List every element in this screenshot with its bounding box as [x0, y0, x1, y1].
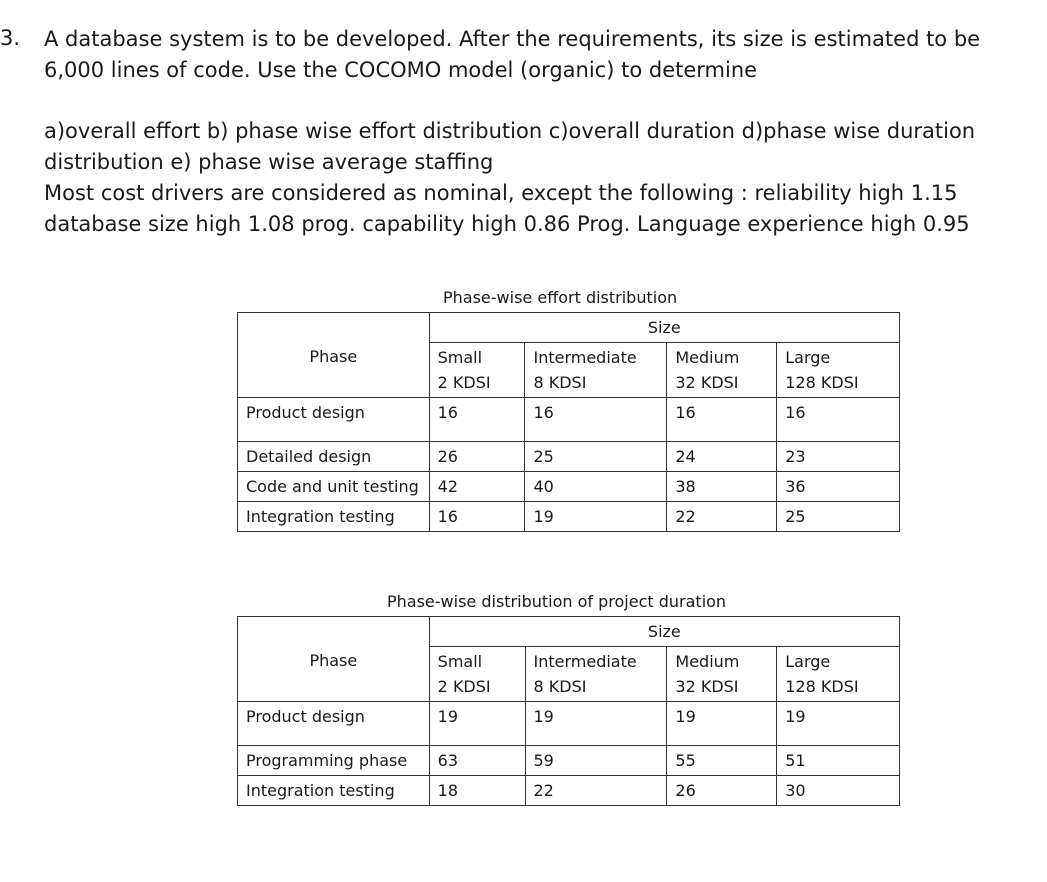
effort-table-caption: Phase-wise effort distribution	[443, 288, 678, 307]
column-header: Medium 32 KDSI	[667, 343, 777, 398]
column-header: Small 2 KDSI	[429, 647, 525, 702]
size-header-row	[238, 617, 900, 647]
column-header: Intermediate 8 KDSI	[525, 647, 667, 702]
cell: 30	[777, 776, 900, 806]
table-row	[238, 776, 900, 806]
cost-drivers: Most cost drivers are considered as nominal, except the following : reliability high 1.15 database size high 1.08 prog. capability high 0.86 Prog. Language experience high 0.95	[44, 181, 970, 236]
cell: 19	[429, 702, 525, 746]
size-header: Size	[429, 313, 899, 343]
cell: 22	[525, 776, 667, 806]
column-header: Medium 32 KDSI	[667, 647, 777, 702]
row-phase: Code and unit testing	[238, 472, 430, 502]
column-header: Small 2 KDSI	[429, 343, 525, 398]
cell: 25	[525, 442, 667, 472]
cell: 16	[429, 398, 525, 442]
row-phase: Product design	[238, 702, 430, 746]
cell: 25	[777, 502, 900, 532]
table-row	[238, 398, 900, 442]
cell: 63	[429, 746, 525, 776]
column-header: Intermediate 8 KDSI	[525, 343, 667, 398]
row-phase: Product design	[238, 398, 430, 442]
phase-header-top	[238, 617, 430, 647]
cell: 19	[667, 702, 777, 746]
column-header: Large 128 KDSI	[777, 343, 900, 398]
column-header-row	[238, 343, 900, 398]
cell: 19	[525, 502, 667, 532]
table-row	[238, 472, 900, 502]
cell: 26	[429, 442, 525, 472]
row-phase: Detailed design	[238, 442, 430, 472]
table-row	[238, 502, 900, 532]
duration-table-caption: Phase-wise distribution of project duration	[387, 592, 727, 611]
cell: 16	[429, 502, 525, 532]
duration-table	[237, 616, 900, 806]
cell: 26	[667, 776, 777, 806]
row-phase: Integration testing	[238, 776, 430, 806]
table-row	[238, 442, 900, 472]
effort-table	[237, 312, 900, 532]
cell: 59	[525, 746, 667, 776]
cell: 18	[429, 776, 525, 806]
column-header: Large 128 KDSI	[777, 647, 900, 702]
size-header-row	[238, 313, 900, 343]
cell: 38	[667, 472, 777, 502]
cell: 51	[777, 746, 900, 776]
cell: 16	[667, 398, 777, 442]
cell: 16	[777, 398, 900, 442]
question-intro: A database system is to be developed. After the requirements, its size is estimated to be 6,000 lines of code. Use the COCOMO model (organic) to determine	[44, 27, 981, 82]
cell: 36	[777, 472, 900, 502]
cell: 42	[429, 472, 525, 502]
cell: 22	[667, 502, 777, 532]
phase-header: Phase	[238, 343, 430, 398]
cell: 16	[525, 398, 667, 442]
table-row	[238, 702, 900, 746]
row-phase: Integration testing	[238, 502, 430, 532]
cell: 23	[777, 442, 900, 472]
cell: 40	[525, 472, 667, 502]
cell: 19	[525, 702, 667, 746]
cell: 19	[777, 702, 900, 746]
table-row	[238, 746, 900, 776]
column-header-row	[238, 647, 900, 702]
phase-header-top	[238, 313, 430, 343]
question-parts: a)overall effort b) phase wise effort distribution c)overall duration d)phase wise duration distribution e) phase wise average staffing	[44, 119, 976, 174]
cell: 24	[667, 442, 777, 472]
cell: 55	[667, 746, 777, 776]
size-header: Size	[429, 617, 899, 647]
row-phase: Programming phase	[238, 746, 430, 776]
phase-header: Phase	[238, 647, 430, 702]
question-number: 3.	[0, 26, 21, 50]
